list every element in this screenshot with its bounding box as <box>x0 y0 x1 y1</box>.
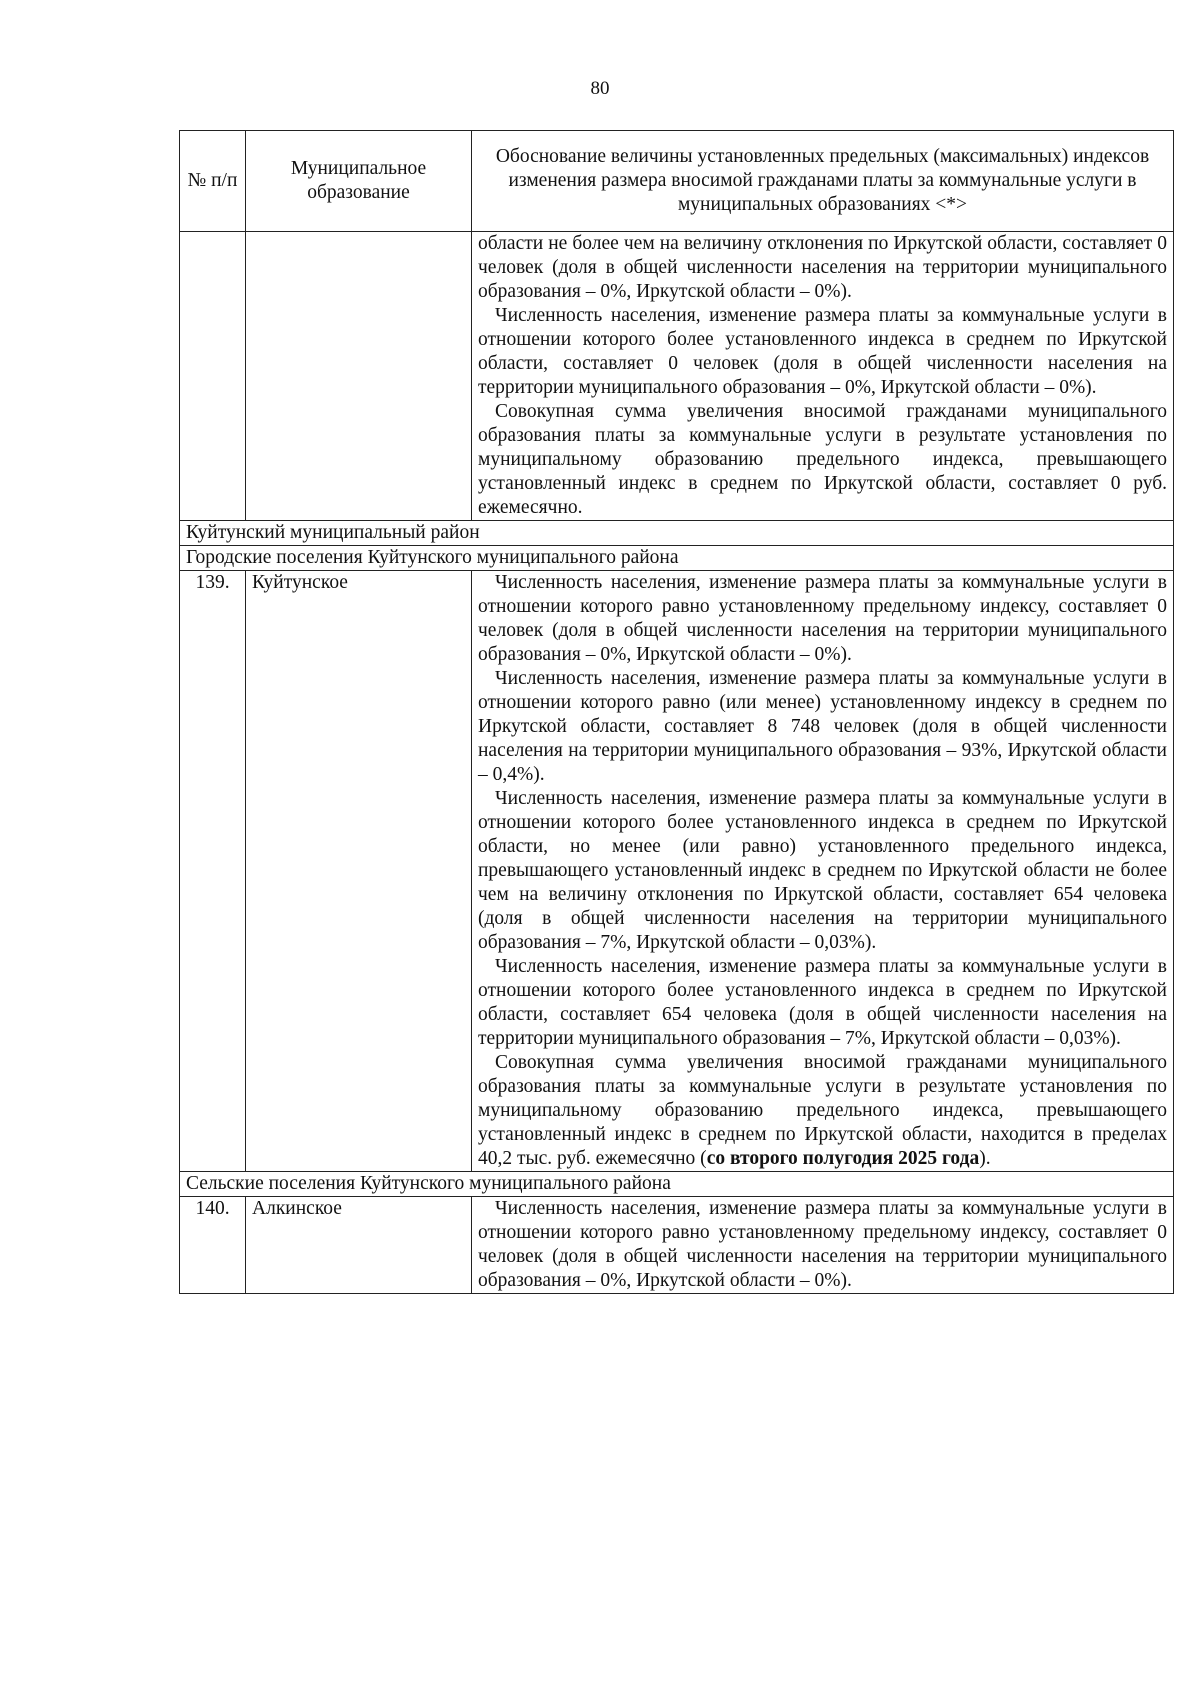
continued-basis-cell <box>472 232 1174 521</box>
municipality-name: Алкинское <box>246 1197 472 1294</box>
basis-paragraph-5 <box>478 1051 1167 1171</box>
header-number: № п/п <box>180 131 246 232</box>
rural-section-row <box>180 1172 1174 1197</box>
continued-paragraph-3: Совокупная сумма увеличения вносимой гражданами муниципального образования платы за коммунальные услуги в результате установления по муниципальному образованию предельного индекса, превышающего установленный индекс в среднем по Иркутской области, составляет 0 руб. ежемесячно. <box>478 401 1167 518</box>
basis-paragraph-1: Численность населения, изменение размера платы за коммунальные услуги в отношении которого равно установленному предельному индексу, составляет 0 человек (доля в общей численности населения на территории муниципального образования – 0%, Иркутской области – 0%). <box>478 572 1167 665</box>
district-title: Куйтунский муниципальный район <box>180 521 1174 546</box>
header-municipality: Муниципальное образование <box>246 131 472 232</box>
continued-paragraph-2: Численность населения, изменение размера платы за коммунальные услуги в отношении которого более установленного индекса в среднем по Иркутской области, составляет 0 человек (доля в общей численности населения на территории муниципального образования – 0%, Иркутской области – 0%). <box>478 305 1167 398</box>
continued-number-cell <box>180 232 246 521</box>
table-header-row <box>180 131 1174 232</box>
continued-name-cell <box>246 232 472 521</box>
row-number: 140. <box>180 1197 246 1294</box>
urban-section-row <box>180 546 1174 571</box>
continued-row <box>180 232 1174 521</box>
basis-paragraph-5-start: Совокупная сумма увеличения вносимой гражданами муниципального образования платы за коммунальные услуги в результате установления по муниципальному образованию предельного индекса, превышающего установленный индекс в среднем по Иркутской области, находится в пределах 40,2 тыс. руб. ежемесячно ( <box>478 1052 1167 1169</box>
district-row <box>180 521 1174 546</box>
urban-section-title: Городские поселения Куйтунского муниципального района <box>180 546 1174 571</box>
table-row <box>180 1197 1174 1294</box>
municipality-name: Куйтунское <box>246 571 472 1172</box>
basis-cell <box>472 1197 1174 1294</box>
table-row <box>180 571 1174 1172</box>
rural-section-title: Сельские поселения Куйтунского муниципального района <box>180 1172 1174 1197</box>
basis-paragraph-1: Численность населения, изменение размера платы за коммунальные услуги в отношении которого равно установленному предельному индексу, составляет 0 человек (доля в общей численности населения на территории муниципального образования – 0%, Иркутской области – 0%). <box>478 1198 1167 1291</box>
basis-cell <box>472 571 1174 1172</box>
header-basis: Обоснование величины установленных предельных (максимальных) индексов изменения размера вносимой гражданами платы за коммунальные услуги в муниципальных образованиях <*> <box>472 131 1174 232</box>
basis-paragraph-3: Численность населения, изменение размера платы за коммунальные услуги в отношении которого более установленного индекса в среднем по Иркутской области, но менее (или равно) установленного предельного индекса, превышающего установленный индекс в среднем по Иркутской области не более чем на величину отклонения по Иркутской области, составляет 654 человека (доля в общей численности населения на территории муниципального образования – 7%, Иркутской области – 0,03%). <box>478 788 1167 953</box>
basis-paragraph-2: Численность населения, изменение размера платы за коммунальные услуги в отношении которого равно (или менее) установленному индексу в среднем по Иркутской области, составляет 8 748 человек (доля в общей численности населения на территории муниципального образования – 93%, Иркутской области – 0,4%). <box>478 668 1167 785</box>
basis-paragraph-5-end: ). <box>979 1148 991 1169</box>
row-number: 139. <box>180 571 246 1172</box>
continued-paragraph-1: области не более чем на величину отклонения по Иркутской области, составляет 0 человек (доля в общей численности населения на территории муниципального образования – 0%, Иркутской области – 0%). <box>478 233 1167 302</box>
basis-paragraph-4: Численность населения, изменение размера платы за коммунальные услуги в отношении которого более установленного индекса в среднем по Иркутской области, составляет 654 человека (доля в общей численности населения на территории муниципального образования – 7%, Иркутской области – 0,03%). <box>478 956 1167 1049</box>
page-number: 80 <box>590 78 610 99</box>
basis-paragraph-5-bold: со второго полугодия 2025 года <box>706 1148 980 1169</box>
tariff-index-table <box>179 130 1174 1294</box>
